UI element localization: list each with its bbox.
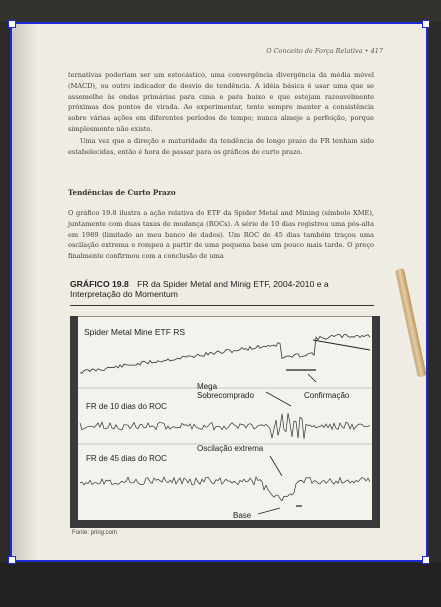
annotation-confirmacao: Confirmação xyxy=(304,391,350,400)
chart-figure xyxy=(70,316,380,528)
panel-label-roc45: FR de 45 dias do ROC xyxy=(86,454,167,463)
running-header xyxy=(266,47,383,55)
section-title: Tendências de Curto Prazo xyxy=(68,188,176,197)
panel-label-rs: Spider Metal Mine ETF RS xyxy=(84,327,186,337)
figure-number: GRÁFICO 19.8 xyxy=(70,279,129,289)
annotation-base: Base xyxy=(233,511,252,520)
annotation-oscilacao: Oscilação extrema xyxy=(197,444,264,453)
running-title: O Conceito de Força Relativa xyxy=(266,47,363,55)
desk-bottom xyxy=(0,563,441,607)
figure-caption xyxy=(70,279,380,299)
paragraph-3: O gráfico 19.8 ilustra a ação relativa do ETF da Spider Metal and Mining (símbolo XME), juntamente com duas taxas de mudança (ROCs). A série de 10 dias registrou uma pós-alta em 1989 (limitado ao meu banco de dados). Um ROC de 45 dias também traçou uma oscilação extrema e rompeu a partir de uma pequena base um pouco mais tarde. O preço finalmente confirmou com a conclusão de uma xyxy=(68,209,374,261)
bottom-axis-bar xyxy=(70,520,380,528)
annotation-mega-line1: Mega xyxy=(197,382,218,391)
figure-source: Fonte: pring.com xyxy=(72,530,118,536)
left-axis-bar xyxy=(70,316,78,528)
desk-background xyxy=(0,0,441,22)
figure-title: FR da Spider Metal and Minig ETF, 2004-2010 e a Interpretação do Momentum xyxy=(70,279,329,299)
paragraph-1: ternativas poderiam ser um estocástico, uma convergência divergência da média móvel (MACD), ou outro indicador de desvio de tendência. A idéia básica é usar uma que se assemelhe às ondas primárias para cima e para baixo e que estejam razoavelmente próximas dos pontos de virada. Ao experimentar, tente sempre manter a consistência sobre várias ações em diferentes períodos de tempo; nunca almeje a perfeição, porque simplesmente não existe. xyxy=(68,71,374,133)
panel-label-roc10: FR de 10 dias do ROC xyxy=(86,402,167,411)
page-gutter-shadow xyxy=(10,22,38,562)
page-number: 417 xyxy=(370,47,383,55)
right-axis-bar xyxy=(372,316,380,528)
paragraph-2: Uma vez que a direção e maturidade da tendência de longo prazo do FR tenham sido estabelecidas, então é hora de passar para os gráficos de curto prazo. xyxy=(68,137,374,156)
header-bullet: • xyxy=(364,47,369,55)
figure-rule xyxy=(70,305,374,306)
chart-frame xyxy=(70,316,380,528)
annotation-mega-line2: Sobrecomprado xyxy=(197,391,254,400)
chart-svg xyxy=(70,316,380,528)
